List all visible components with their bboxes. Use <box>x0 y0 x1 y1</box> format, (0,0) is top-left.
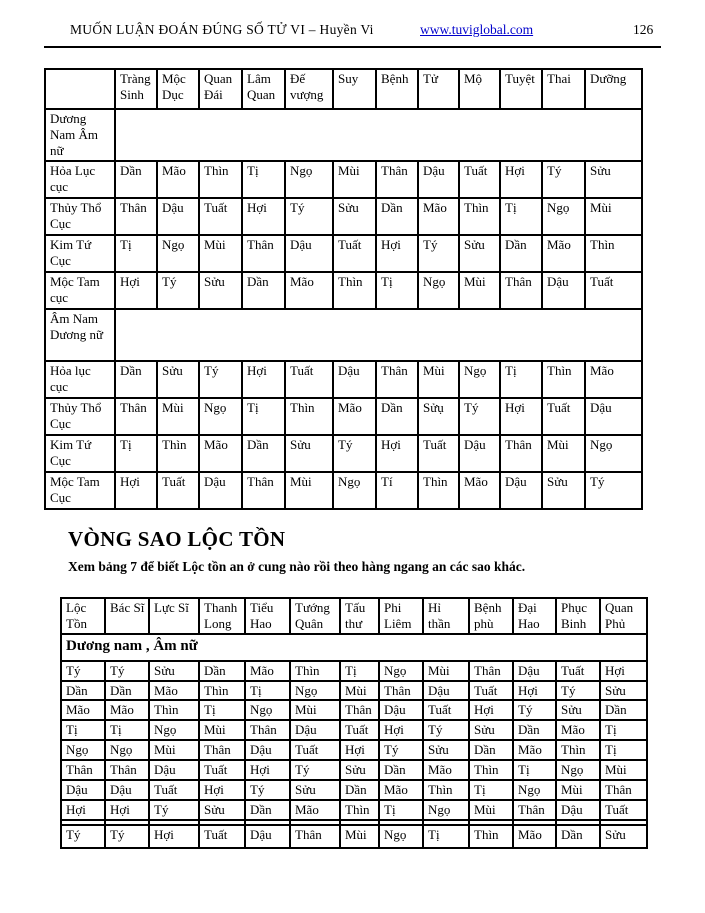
branch-cell: Tuất <box>290 740 340 760</box>
column-header: Suy <box>333 69 376 109</box>
branch-cell: Tị <box>242 398 285 435</box>
branch-cell: Tị <box>500 361 542 398</box>
branch-cell: Tý <box>556 681 600 701</box>
branch-cell: Tuất <box>333 235 376 272</box>
branch-cell: Tuất <box>418 435 459 472</box>
branch-cell: Mão <box>379 780 423 800</box>
branch-cell: Ngọ <box>556 760 600 780</box>
branch-cell: Thìn <box>199 161 242 198</box>
column-header: Lộc Tồn <box>61 598 105 634</box>
branch-cell: Dậu <box>556 800 600 820</box>
branch-cell: Thân <box>115 398 157 435</box>
branch-cell: Thìn <box>340 800 379 820</box>
branch-cell: Sửu <box>333 198 376 235</box>
branch-cell: Mùi <box>333 161 376 198</box>
column-header: Phục Binh <box>556 598 600 634</box>
branch-cell: Mão <box>418 198 459 235</box>
row-label: Hỏa lục cục <box>45 361 115 398</box>
branch-cell: Hợi <box>199 780 245 800</box>
branch-cell: Mão <box>585 361 642 398</box>
branch-cell: Tý <box>61 661 105 681</box>
branch-cell: Tị <box>340 661 379 681</box>
branch-cell: Mùi <box>459 272 500 309</box>
branch-cell: Thìn <box>585 235 642 272</box>
branch-cell: Hợi <box>149 825 199 848</box>
branch-cell: Thìn <box>542 361 585 398</box>
branch-cell: Ngọ <box>105 740 149 760</box>
branch-cell: Tý <box>199 361 242 398</box>
column-header: Quan Đái <box>199 69 242 109</box>
branch-cell: Dậu <box>149 760 199 780</box>
branch-cell: Mùi <box>199 720 245 740</box>
branch-cell: Hợi <box>115 272 157 309</box>
branch-cell: Thân <box>199 740 245 760</box>
section-note: Xem bảng 7 để biết Lộc tồn an ở cung nào rồi theo hàng ngang an các sao khác. <box>68 559 526 574</box>
branch-cell: Tị <box>469 780 513 800</box>
branch-cell: Dậu <box>542 272 585 309</box>
branch-cell: Dần <box>245 800 290 820</box>
branch-cell: Tị <box>600 740 647 760</box>
section-spacer <box>115 109 642 161</box>
branch-cell: Tuất <box>556 661 600 681</box>
branch-cell: Dậu <box>333 361 376 398</box>
branch-cell: Mão <box>459 472 500 509</box>
branch-cell: Hợi <box>513 681 556 701</box>
loc-ton-footer-row <box>60 824 648 849</box>
branch-cell: Ngọ <box>61 740 105 760</box>
row-label: Mộc Tam Cục <box>45 472 115 509</box>
branch-cell: Ngọ <box>585 435 642 472</box>
section-spacer <box>115 309 642 361</box>
branch-cell: Dần <box>242 435 285 472</box>
branch-cell: Mùi <box>340 681 379 701</box>
branch-cell: Mão <box>542 235 585 272</box>
branch-cell: Thân <box>376 361 418 398</box>
branch-cell: Dần <box>500 235 542 272</box>
branch-cell: Mùi <box>556 780 600 800</box>
branch-cell: Dần <box>115 161 157 198</box>
branch-cell: Thân <box>105 760 149 780</box>
branch-cell: Dậu <box>285 235 333 272</box>
corner-cell <box>45 69 115 109</box>
branch-cell: Hợi <box>242 198 285 235</box>
branch-cell: Dần <box>556 825 600 848</box>
branch-cell: Dần <box>376 198 418 235</box>
branch-cell: Ngọ <box>379 661 423 681</box>
branch-cell: Dần <box>61 681 105 701</box>
branch-cell: Tý <box>379 740 423 760</box>
branch-cell: Hợi <box>500 398 542 435</box>
branch-cell: Ngọ <box>459 361 500 398</box>
branch-cell: Dần <box>115 361 157 398</box>
branch-cell: Mùi <box>418 361 459 398</box>
branch-cell: Ngọ <box>245 700 290 720</box>
branch-cell: Hợi <box>376 435 418 472</box>
row-label: Kim Tứ Cục <box>45 235 115 272</box>
branch-cell: Mão <box>149 681 199 701</box>
branch-cell: Thìn <box>423 780 469 800</box>
branch-cell: Sửu <box>199 272 242 309</box>
branch-cell: Mão <box>423 760 469 780</box>
branch-cell: Thân <box>290 825 340 848</box>
page-title: MUỐN LUẬN ĐOÁN ĐÚNG SỐ TỬ VI – Huyền Vi <box>70 22 374 37</box>
branch-cell: Thân <box>115 198 157 235</box>
branch-cell: Dần <box>600 700 647 720</box>
branch-cell: Thân <box>242 472 285 509</box>
branch-cell: Mùi <box>423 661 469 681</box>
branch-cell: Thân <box>242 235 285 272</box>
trang-sinh-cycle-table <box>44 68 643 510</box>
branch-cell: Ngọ <box>149 720 199 740</box>
branch-cell: Dậu <box>245 740 290 760</box>
column-header: Mộc Dục <box>157 69 199 109</box>
branch-cell: Tý <box>542 161 585 198</box>
branch-cell: Hợi <box>500 161 542 198</box>
branch-cell: Ngọ <box>423 800 469 820</box>
branch-cell: Thân <box>245 720 290 740</box>
branch-cell: Hợi <box>105 800 149 820</box>
branch-cell: Tị <box>61 720 105 740</box>
branch-cell: Thìn <box>149 700 199 720</box>
branch-cell: Dậu <box>423 681 469 701</box>
branch-cell: Mùi <box>340 825 379 848</box>
branch-cell: Mão <box>199 435 242 472</box>
branch-cell: Sửu <box>423 740 469 760</box>
column-header: Quan Phủ <box>600 598 647 634</box>
branch-cell: Tị <box>245 681 290 701</box>
branch-cell: Mùi <box>600 760 647 780</box>
branch-cell: Sửu <box>157 361 199 398</box>
branch-cell: Ngọ <box>513 780 556 800</box>
row-label: Thủy Thổ Cục <box>45 398 115 435</box>
branch-cell: Tuất <box>423 700 469 720</box>
branch-cell: Dậu <box>105 780 149 800</box>
branch-cell: Mùi <box>542 435 585 472</box>
branch-cell: Dậu <box>379 700 423 720</box>
branch-cell: Dần <box>199 661 245 681</box>
branch-cell: Hợi <box>379 720 423 740</box>
branch-cell: Ngọ <box>157 235 199 272</box>
branch-cell: Thân <box>340 700 379 720</box>
branch-cell: Ngọ <box>418 272 459 309</box>
branch-cell: Tuất <box>199 825 245 848</box>
branch-cell: Ngọ <box>379 825 423 848</box>
page-number: 126 <box>633 22 654 37</box>
branch-cell: Tý <box>285 198 333 235</box>
branch-cell: Dậu <box>61 780 105 800</box>
branch-cell: Thân <box>500 435 542 472</box>
branch-cell: Dậu <box>418 161 459 198</box>
section-label: Âm Nam Dương nữ <box>45 309 115 361</box>
column-header: Đế vượng <box>285 69 333 109</box>
branch-cell: Dần <box>376 398 418 435</box>
section-heading: VÒNG SAO LỘC TỒN <box>68 527 286 551</box>
branch-cell: Dần <box>105 681 149 701</box>
branch-cell: Sửu <box>600 681 647 701</box>
branch-cell: Dần <box>242 272 285 309</box>
branch-cell: Thân <box>500 272 542 309</box>
branch-cell: Tị <box>115 235 157 272</box>
branch-cell: Dậu <box>459 435 500 472</box>
column-header: Tuyệt <box>500 69 542 109</box>
branch-cell: Tị <box>379 800 423 820</box>
branch-cell: Tý <box>290 760 340 780</box>
branch-cell: Tuất <box>199 760 245 780</box>
branch-cell: Tý <box>423 720 469 740</box>
branch-cell: Mão <box>157 161 199 198</box>
branch-cell: Tuất <box>459 161 500 198</box>
branch-cell: Dậu <box>513 661 556 681</box>
branch-cell: Dậu <box>157 198 199 235</box>
branch-cell: Tị <box>242 161 285 198</box>
column-header: Tiểu Hao <box>245 598 290 634</box>
column-header: Mộ <box>459 69 500 109</box>
branch-cell: Ngọ <box>199 398 242 435</box>
branch-cell: Sửu <box>149 661 199 681</box>
branch-cell: Sửu <box>459 235 500 272</box>
branch-cell: Sửụ <box>418 398 459 435</box>
branch-cell: Sửu <box>600 825 647 848</box>
branch-cell: Dần <box>469 740 513 760</box>
branch-cell: Sửu <box>285 435 333 472</box>
branch-cell: Tý <box>513 700 556 720</box>
branch-cell: Tý <box>333 435 376 472</box>
branch-cell: Mão <box>290 800 340 820</box>
branch-cell: Ngọ <box>290 681 340 701</box>
branch-cell: Mùi <box>199 235 242 272</box>
branch-cell: Hợi <box>469 700 513 720</box>
branch-cell: Tuất <box>600 800 647 820</box>
branch-cell: Tý <box>245 780 290 800</box>
branch-cell: Tý <box>418 235 459 272</box>
branch-cell: Thân <box>379 681 423 701</box>
branch-cell: Tị <box>600 720 647 740</box>
column-header: Lâm Quan <box>242 69 285 109</box>
column-header: Phi Liêm <box>379 598 423 634</box>
branch-cell: Dần <box>340 780 379 800</box>
branch-cell: Thìn <box>418 472 459 509</box>
branch-cell: Tị <box>423 825 469 848</box>
branch-cell: Tị <box>105 720 149 740</box>
branch-cell: Hợi <box>115 472 157 509</box>
section-label: Dương nam , Âm nữ <box>61 634 647 661</box>
branch-cell: Thìn <box>290 661 340 681</box>
branch-cell: Tý <box>459 398 500 435</box>
branch-cell: Thân <box>600 780 647 800</box>
branch-cell: Thìn <box>469 760 513 780</box>
branch-cell: Tuất <box>157 472 199 509</box>
column-header: Bệnh <box>376 69 418 109</box>
branch-cell: Ngọ <box>333 472 376 509</box>
branch-cell: Dậu <box>500 472 542 509</box>
branch-cell: Thân <box>376 161 418 198</box>
branch-cell: Dậu <box>290 720 340 740</box>
branch-cell: Tý <box>105 661 149 681</box>
column-header: Tử <box>418 69 459 109</box>
branch-cell: Thân <box>469 661 513 681</box>
branch-cell: Mão <box>245 661 290 681</box>
column-header: Thai <box>542 69 585 109</box>
branch-cell: Mùi <box>585 198 642 235</box>
branch-cell: Thìn <box>157 435 199 472</box>
branch-cell: Dậu <box>245 825 290 848</box>
branch-cell: Tí <box>376 472 418 509</box>
column-header: Hỉ thần <box>423 598 469 634</box>
branch-cell: Hợi <box>245 760 290 780</box>
branch-cell: Hợi <box>376 235 418 272</box>
branch-cell: Dậu <box>585 398 642 435</box>
column-header: Lực Sĩ <box>149 598 199 634</box>
branch-cell: Sửu <box>340 760 379 780</box>
branch-cell: Mùi <box>290 700 340 720</box>
branch-cell: Dậu <box>199 472 242 509</box>
branch-cell: Tý <box>149 800 199 820</box>
branch-cell: Tý <box>61 825 105 848</box>
branch-cell: Mão <box>61 700 105 720</box>
branch-cell: Tuất <box>340 720 379 740</box>
branch-cell: Hợi <box>600 661 647 681</box>
loc-ton-table <box>60 597 648 835</box>
branch-cell: Thìn <box>333 272 376 309</box>
branch-cell: Tuất <box>199 198 242 235</box>
branch-cell: Sửu <box>199 800 245 820</box>
column-header: Tràng Sinh <box>115 69 157 109</box>
branch-cell: Thìn <box>469 825 513 848</box>
branch-cell: Tý <box>157 272 199 309</box>
branch-cell: Hợi <box>61 800 105 820</box>
column-header: Bác Sĩ <box>105 598 149 634</box>
branch-cell: Tý <box>105 825 149 848</box>
column-header: Tướng Quân <box>290 598 340 634</box>
branch-cell: Sửu <box>469 720 513 740</box>
website-link[interactable]: www.tuviglobal.com <box>420 22 534 37</box>
branch-cell: Ngọ <box>285 161 333 198</box>
branch-cell: Mão <box>513 825 556 848</box>
branch-cell: Thìn <box>199 681 245 701</box>
branch-cell: Mùi <box>157 398 199 435</box>
branch-cell: Sửu <box>585 161 642 198</box>
branch-cell: Tuất <box>149 780 199 800</box>
branch-cell: Mùi <box>149 740 199 760</box>
column-header: Đại Hao <box>513 598 556 634</box>
branch-cell: Dần <box>513 720 556 740</box>
column-header: Dưỡng <box>585 69 642 109</box>
branch-cell: Mão <box>285 272 333 309</box>
header-divider <box>44 46 661 48</box>
branch-cell: Thân <box>513 800 556 820</box>
row-label: Mộc Tam cục <box>45 272 115 309</box>
branch-cell: Tị <box>115 435 157 472</box>
branch-cell: Tị <box>199 700 245 720</box>
column-header: Thanh Long <box>199 598 245 634</box>
row-label: Thủy Thổ Cục <box>45 198 115 235</box>
branch-cell: Tuất <box>469 681 513 701</box>
branch-cell: Mùi <box>285 472 333 509</box>
row-label: Kim Tứ Cục <box>45 435 115 472</box>
branch-cell: Sửu <box>556 700 600 720</box>
branch-cell: Mão <box>105 700 149 720</box>
branch-cell: Thìn <box>285 398 333 435</box>
branch-cell: Tuất <box>542 398 585 435</box>
branch-cell: Tý <box>585 472 642 509</box>
branch-cell: Tị <box>376 272 418 309</box>
branch-cell: Ngọ <box>542 198 585 235</box>
branch-cell: Dần <box>379 760 423 780</box>
section-label: Dương Nam Âm nữ <box>45 109 115 161</box>
column-header: Tấu thư <box>340 598 379 634</box>
branch-cell: Hợi <box>340 740 379 760</box>
branch-cell: Thìn <box>459 198 500 235</box>
branch-cell: Mão <box>333 398 376 435</box>
branch-cell: Thìn <box>556 740 600 760</box>
column-header: Bệnh phù <box>469 598 513 634</box>
row-label: Hỏa Lục cục <box>45 161 115 198</box>
branch-cell: Tị <box>513 760 556 780</box>
branch-cell: Sửu <box>290 780 340 800</box>
branch-cell: Sửu <box>542 472 585 509</box>
branch-cell: Tuất <box>585 272 642 309</box>
branch-cell: Tuất <box>285 361 333 398</box>
branch-cell: Mùi <box>469 800 513 820</box>
branch-cell: Tị <box>500 198 542 235</box>
branch-cell: Thân <box>61 760 105 780</box>
branch-cell: Mão <box>513 740 556 760</box>
branch-cell: Mão <box>556 720 600 740</box>
branch-cell: Hợi <box>242 361 285 398</box>
